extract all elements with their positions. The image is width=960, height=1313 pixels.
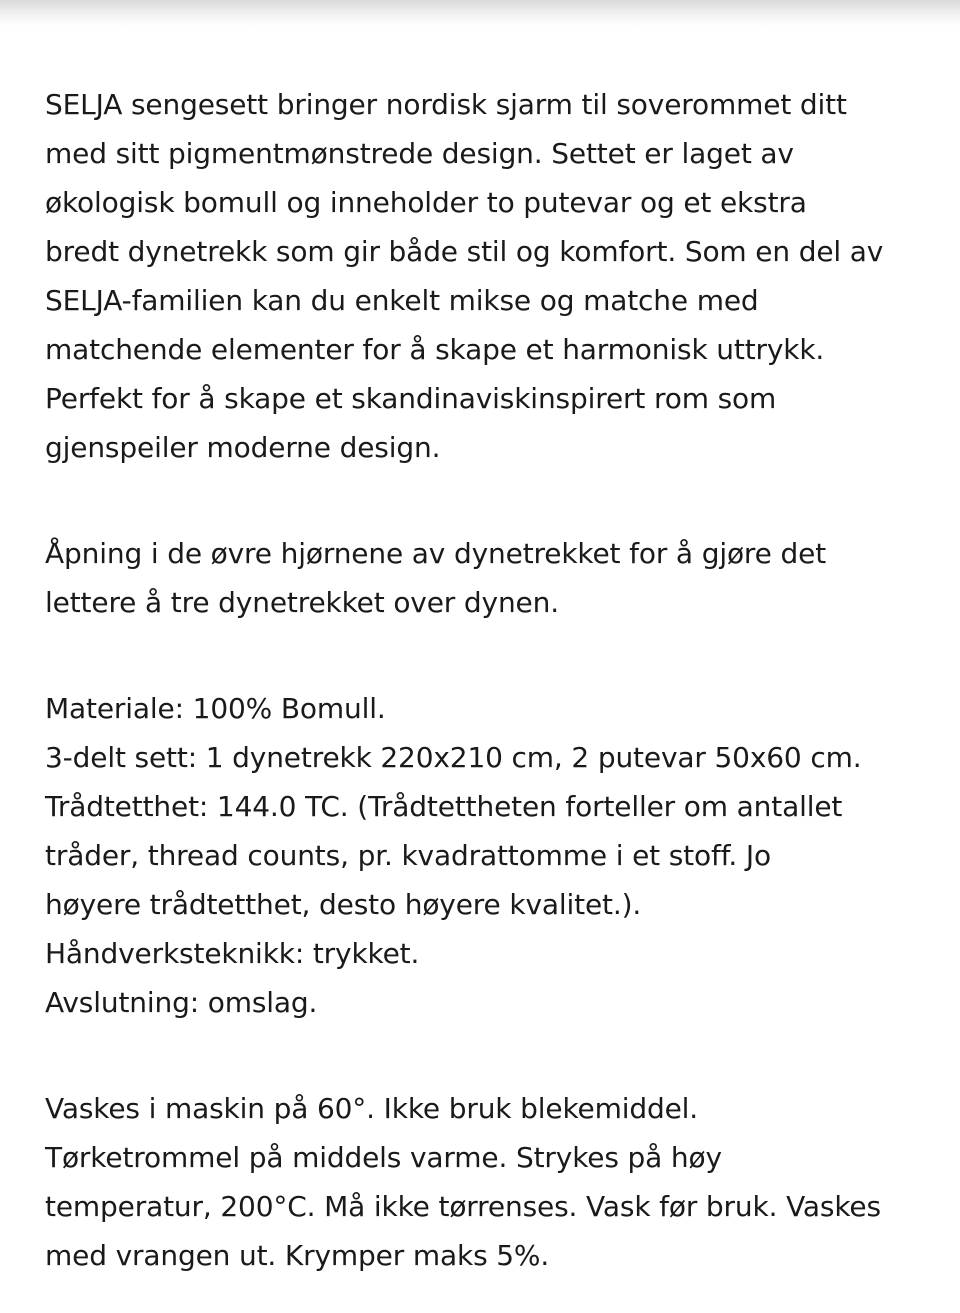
opening-paragraph [45,529,925,627]
text-line: SELJA-familien kan du enkelt mikse og matche med [45,284,759,317]
text-line: Perfekt for å skape et skandinaviskinspirert rom som [45,382,777,415]
intro-paragraph [45,80,925,472]
text-line: temperatur, 200°C. Må ikke tørrenses. Vask før bruk. Vaskes [45,1190,881,1223]
paragraph-gap [45,627,925,684]
care-paragraph [45,1084,925,1280]
top-shadow [0,0,960,26]
paragraph-gap [45,1027,925,1084]
text-line: Vaskes i maskin på 60°. Ikke bruk blekemiddel. [45,1092,699,1125]
text-line: Håndverksteknikk: trykket. [45,937,420,970]
text-line: med sitt pigmentmønstrede design. Settet er laget av [45,137,794,170]
text-line: høyere trådtetthet, desto høyere kvalitet.). [45,888,642,921]
text-line: matchende elementer for å skape et harmonisk uttrykk. [45,333,825,366]
text-line: økologisk bomull og inneholder to putevar og et ekstra [45,186,807,219]
text-line: 3-delt sett: 1 dynetrekk 220x210 cm, 2 putevar 50x60 cm. [45,741,862,774]
text-line: gjenspeiler moderne design. [45,431,441,464]
text-line: tråder, thread counts, pr. kvadrattomme i et stoff. Jo [45,839,771,872]
text-line: Avslutning: omslag. [45,986,318,1019]
specs-paragraph [45,684,925,1027]
text-line: med vrangen ut. Krymper maks 5%. [45,1239,550,1272]
text-line: Materiale: 100% Bomull. [45,692,386,725]
text-line: SELJA sengesett bringer nordisk sjarm til soverommet ditt [45,88,847,121]
text-line: bredt dynetrekk som gir både stil og komfort. Som en del av [45,235,884,268]
text-line: Åpning i de øvre hjørnene av dynetrekket for å gjøre det [45,537,827,570]
text-line: Tørketrommel på middels varme. Strykes på høy [45,1141,722,1174]
paragraph-gap [45,472,925,529]
product-description [45,80,925,1280]
text-line: lettere å tre dynetrekket over dynen. [45,586,559,619]
text-line: Trådtetthet: 144.0 TC. (Trådtettheten forteller om antallet [45,790,843,823]
